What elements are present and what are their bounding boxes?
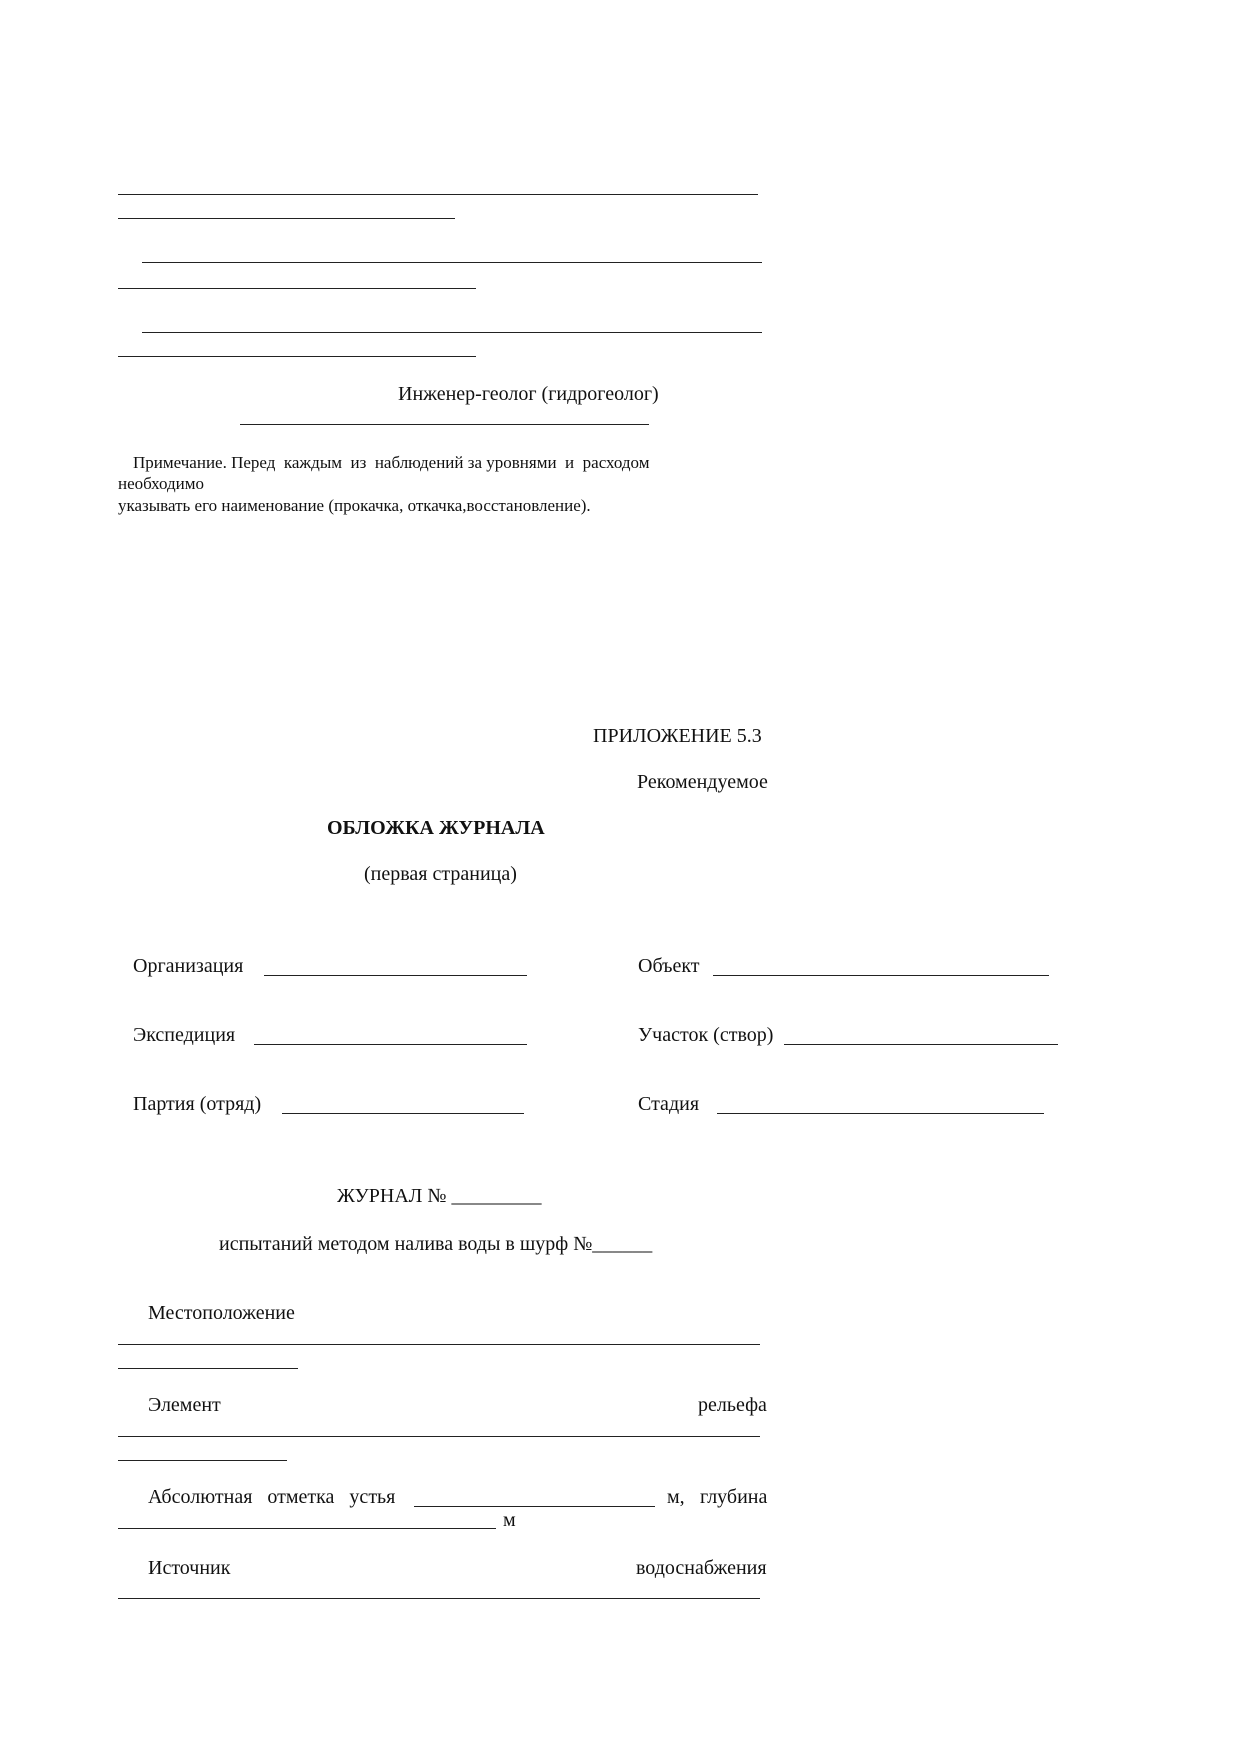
journal-subtitle: испытаний методом налива воды в шурф №______ xyxy=(219,1233,653,1255)
water-supply-line xyxy=(118,1598,760,1599)
element-label: Элемент xyxy=(148,1394,221,1416)
location-line-2 xyxy=(118,1368,298,1369)
party-line xyxy=(282,1113,524,1114)
relief-line xyxy=(118,1436,760,1437)
blank-line xyxy=(142,262,762,263)
field-label-party: Партия (отряд) xyxy=(133,1093,262,1115)
blank-line xyxy=(118,288,476,289)
absolute-mark-label: Абсолютная отметка устья xyxy=(148,1486,396,1508)
blank-line xyxy=(118,194,758,195)
blank-line xyxy=(142,332,762,333)
water-supply-label: водоснабжения xyxy=(636,1557,767,1579)
journal-title: ЖУРНАЛ № _________ xyxy=(337,1185,542,1207)
relief-line-2 xyxy=(118,1460,287,1461)
object-line xyxy=(713,975,1049,976)
signature-line xyxy=(240,424,649,425)
blank-line xyxy=(118,356,476,357)
field-label-object: Объект xyxy=(638,955,700,977)
unit-m-comma: м, xyxy=(667,1486,685,1508)
organization-line xyxy=(264,975,527,976)
appendix-subtitle: (первая страница) xyxy=(364,863,517,885)
appendix-status: Рекомендуемое xyxy=(637,771,768,793)
relief-label: рельефа xyxy=(698,1394,767,1416)
location-label: Местоположение xyxy=(148,1302,295,1324)
blank-line xyxy=(118,218,455,219)
source-label: Источник xyxy=(148,1557,231,1579)
stage-line xyxy=(717,1113,1044,1114)
unit-m: м xyxy=(503,1509,516,1531)
note-line-2: необходимо xyxy=(118,474,205,493)
appendix-number: ПРИЛОЖЕНИЕ 5.3 xyxy=(593,725,762,747)
absolute-mark-line xyxy=(414,1506,655,1507)
depth-label: глубина xyxy=(700,1486,768,1508)
field-label-organization: Организация xyxy=(133,955,244,977)
note-line-3: указывать его наименование (прокачка, откачка,восстановление). xyxy=(118,496,591,515)
note-line-1: Примечание. Перед каждым из наблюдений за уровнями и расходом xyxy=(133,453,650,472)
location-line xyxy=(118,1344,760,1345)
field-label-stage: Стадия xyxy=(638,1093,700,1115)
appendix-title: ОБЛОЖКА ЖУРНАЛА xyxy=(327,817,545,839)
expedition-line xyxy=(254,1044,527,1045)
engineer-label: Инженер-геолог (гидрогеолог) xyxy=(398,383,659,405)
section-line xyxy=(784,1044,1058,1045)
field-label-section: Участок (створ) xyxy=(638,1024,774,1046)
depth-line xyxy=(118,1528,496,1529)
field-label-expedition: Экспедиция xyxy=(133,1024,236,1046)
